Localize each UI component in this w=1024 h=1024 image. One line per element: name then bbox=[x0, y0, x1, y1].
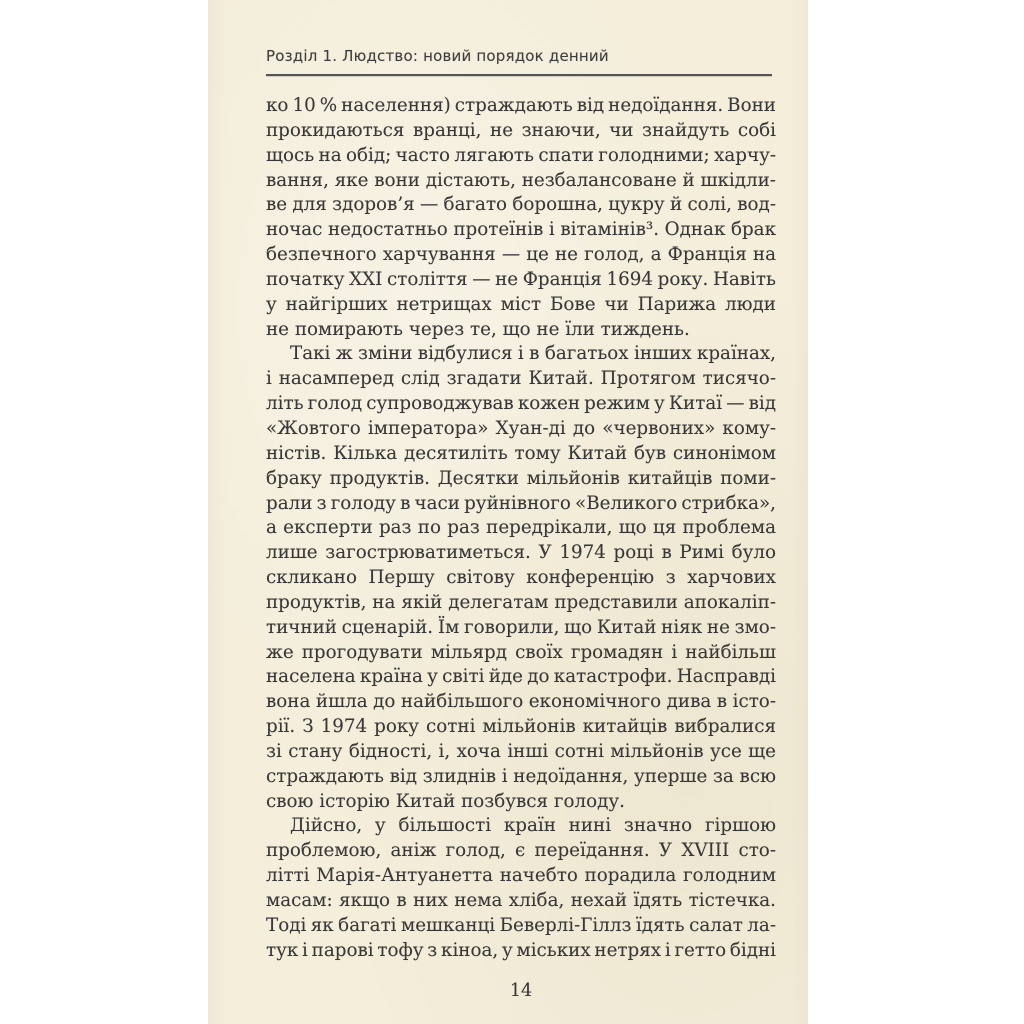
text-line: літті Марія-Антуанетта начебто порадила голодним bbox=[266, 865, 776, 887]
running-header: Розділ 1. Людство: новий порядок денний bbox=[266, 47, 609, 65]
text-line: Такі ж зміни відбулися і в багатьох інших країнах, bbox=[290, 343, 776, 365]
text-line: ко 10 % населення) страждають від недоїдання. Вони bbox=[266, 95, 776, 116]
text-line: ночас недостатньо протеїнів і вітамінів³. Однак брак bbox=[266, 219, 776, 241]
text-line: масам: якщо в них нема хліба, нехай їдять тістечка. bbox=[266, 890, 776, 911]
text-line: же прогодувати мільярд своїх громадян і найбільш bbox=[266, 641, 776, 663]
text-line: щось на обід; часто лягають спати голодними; харчу- bbox=[266, 144, 776, 166]
text-line: вання, яке вони дістають, незбалансоване й шкідли- bbox=[266, 169, 776, 191]
text-line: рали з голоду в часи руйнівного «Великого стрибка», bbox=[266, 492, 776, 514]
text-line: вона йшла до найбільшого економічного дива в істо- bbox=[266, 691, 776, 713]
text-line: свою історію Китай позбувся голоду. bbox=[266, 790, 625, 812]
text-line: Дійсно, у більшості країн нині значно гіршою bbox=[290, 815, 776, 837]
page-number: 14 bbox=[509, 981, 533, 1001]
text-line: лише загострюватиметься. У 1974 році в Римі було bbox=[266, 542, 776, 564]
header-rule bbox=[266, 74, 772, 76]
text-line: у найгірших нетрищах міст Бове чи Парижа люди bbox=[266, 293, 776, 315]
text-line: початку XXI століття — не Франція 1694 року. Навіть bbox=[266, 268, 776, 290]
text-line: браку продуктів. Десятки мільйонів китайців поми- bbox=[266, 467, 776, 489]
text-line: продуктів, на якій делегатам представили апокаліп- bbox=[266, 591, 776, 613]
text-line: і насамперед слід згадати Китай. Протягом тисячо- bbox=[266, 368, 776, 390]
text-line: проблемою, аніж голод, є переїдання. У XVIII сто- bbox=[266, 840, 776, 862]
book-page bbox=[208, 0, 808, 1024]
text-line: Тоді як багаті мешканці Беверлі-Гіллз їдять салат ла- bbox=[266, 914, 776, 936]
text-line: літь голод супроводжував кожен режим у Китаї — від bbox=[266, 393, 776, 415]
text-line: тук і парові тофу з кіноа, у міських нетрях і гетто бідні bbox=[266, 939, 776, 961]
text-line: страждають від злиднів і недоїдання, уперше за всю bbox=[266, 765, 776, 787]
text-line: скликано Першу світову конференцію з харчових bbox=[266, 567, 776, 589]
text-line: «Жовтого імператора» Хуан-ді до «червоних» кому- bbox=[266, 417, 776, 439]
text-line: ве для здоров’я — багато борошна, цукру й солі, вод- bbox=[266, 194, 776, 216]
text-line: ністів. Кілька десятиліть тому Китай був синонімом bbox=[266, 442, 776, 464]
text-line: зі стану бідності, і, хоча інші сотні мільйонів усе ще bbox=[266, 740, 776, 762]
text-line: рії. З 1974 року сотні мільйонів китайців вибралися bbox=[266, 716, 776, 738]
text-line: а експерти раз по раз передрікали, що ця проблема bbox=[266, 517, 776, 539]
text-line: населена країна у світі йде до катастрофи. Насправді bbox=[266, 666, 776, 688]
body-text bbox=[266, 94, 776, 964]
text-line: прокидаються вранці, не знаючи, чи знайдуть собі bbox=[266, 119, 776, 141]
text-line: безпечного харчування — це не голод, а Франція на bbox=[266, 244, 776, 266]
text-line: не помирають через те, що не їли тиждень. bbox=[266, 318, 690, 340]
text-line: тичний сценарій. Їм говорили, що Китай ніяк не змо- bbox=[266, 616, 776, 638]
